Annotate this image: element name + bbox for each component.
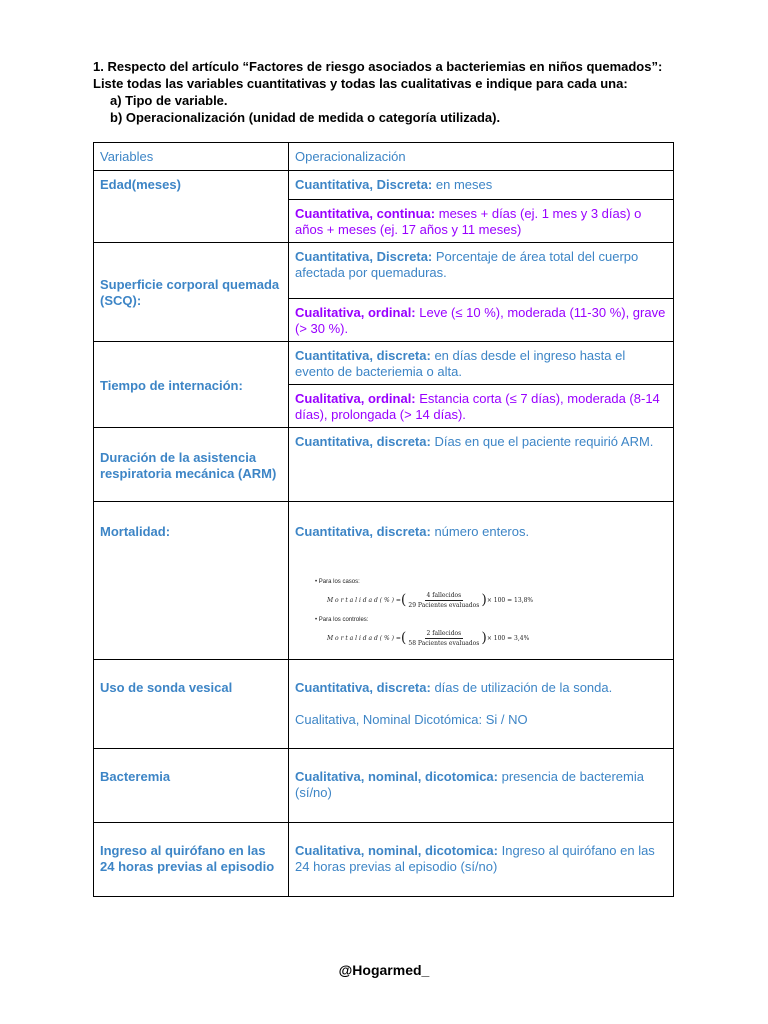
variable-description: Días en que el paciente requirió ARM. bbox=[430, 434, 654, 449]
variable-description: en meses bbox=[432, 177, 493, 192]
header-operacionalizacion: Operacionalización bbox=[289, 143, 674, 171]
variables-table bbox=[93, 142, 674, 897]
operationalization-cell bbox=[289, 385, 674, 428]
variable-description: en días desde el ingreso hasta el evento de bacteriemia o alta. bbox=[295, 348, 626, 379]
variable-description: número enteros. bbox=[430, 524, 530, 539]
variable-description: Leve (≤ 10 %), moderada (11-30 %), grave (> 30 %). bbox=[295, 305, 666, 336]
table-row bbox=[94, 749, 674, 823]
table-row bbox=[94, 342, 674, 385]
variable-type: Cuantitativa, continua: bbox=[295, 206, 436, 221]
variable-cell: Uso de sonda vesical bbox=[94, 660, 289, 749]
table-row bbox=[94, 502, 674, 660]
formula-cases-equation: M o r t a l i d a d ( % ) = ( $\frac{\text{4 fallecidos}}{\text{29 Pacientes evaluados}}$ ) × 100 = 13,8% bbox=[327, 592, 534, 609]
question-block bbox=[93, 58, 693, 126]
operationalization-cell bbox=[289, 171, 674, 200]
variable-description: presencia de bacteremia (sí/no) bbox=[295, 769, 644, 800]
operationalization-cell bbox=[289, 299, 674, 342]
operationalization-cell bbox=[289, 502, 674, 660]
variable-description: meses + días (ej. 1 mes y 3 días) o años + meses (ej. 17 años y 11 meses) bbox=[295, 206, 642, 237]
table-row bbox=[94, 823, 674, 897]
header-variables: Variables bbox=[94, 143, 289, 171]
variable-type: Cuantitativa, discreta: bbox=[295, 348, 431, 363]
question-line-1: 1. Respecto del artículo “Factores de riesgo asociados a bacteriemias en niños quemados”: bbox=[93, 59, 663, 74]
table-row bbox=[94, 428, 674, 502]
variable-cell: Duración de la asistencia respiratoria mecánica (ARM) bbox=[94, 428, 289, 502]
operationalization-cell bbox=[289, 660, 674, 749]
variable-type: Cuantitativa, Discreta: bbox=[295, 249, 433, 264]
variable-cell: Ingreso al quirófano en las 24 horas previas al episodio bbox=[94, 823, 289, 897]
table-row bbox=[94, 660, 674, 749]
question-item-a: a) Tipo de variable. bbox=[110, 93, 228, 108]
table-row bbox=[94, 243, 674, 299]
variable-type: Cualitativa, nominal, dicotomica: bbox=[295, 843, 498, 858]
variable-type: Cualitativa, ordinal: bbox=[295, 305, 416, 320]
variable-cell: Bacteremia bbox=[94, 749, 289, 823]
formula-controls-equation: M o r t a l i d a d ( % ) = ( $\frac{\text{2 fallecidos}}{\text{58 Pacientes evaluados}}$ ) × 100 = 3,4% bbox=[327, 630, 530, 647]
variable-cell: Edad(meses) bbox=[94, 171, 289, 243]
operationalization-cell bbox=[289, 823, 674, 897]
footer-handle: @Hogarmed_ bbox=[338, 962, 430, 978]
variable-type: Cualitativa, nominal, dicotomica: bbox=[295, 769, 498, 784]
variable-extra: Cualitativa, Nominal Dicotómica: Si / NO bbox=[295, 712, 528, 727]
operationalization-cell bbox=[289, 428, 674, 502]
operationalization-cell bbox=[289, 749, 674, 823]
operationalization-cell bbox=[289, 200, 674, 243]
variable-description: Estancia corta (≤ 7 días), moderada (8-14 días), prolongada (> 14 días). bbox=[295, 391, 660, 422]
variable-type: Cuantitativa, Discreta: bbox=[295, 177, 433, 192]
formula-cases-label: • Para los casos: bbox=[315, 579, 360, 585]
formula-controls-label: • Para los controles: bbox=[315, 617, 369, 623]
operationalization-cell bbox=[289, 243, 674, 299]
mortality-formula bbox=[315, 578, 667, 648]
question-item-b: b) Operacionalización (unidad de medida o categoría utilizada). bbox=[110, 110, 501, 125]
variable-type: Cuantitativa, discreta: bbox=[295, 524, 431, 539]
variable-cell: Superficie corporal quemada (SCQ): bbox=[94, 243, 289, 342]
variable-cell: Tiempo de internación: bbox=[94, 342, 289, 428]
table-header-row bbox=[94, 143, 674, 171]
variable-cell: Mortalidad: bbox=[94, 502, 289, 660]
question-line-2: Liste todas las variables cuantitativas y todas las cualitativas e indique para cada una: bbox=[93, 76, 628, 91]
variable-description: Ingreso al quirófano en las 24 horas previas al episodio (sí/no) bbox=[295, 843, 655, 874]
variable-description: días de utilización de la sonda. bbox=[430, 680, 613, 695]
variable-type: Cuantitativa, discreta: bbox=[295, 680, 431, 695]
variable-type: Cuantitativa, discreta: bbox=[295, 434, 431, 449]
table-row bbox=[94, 171, 674, 200]
operationalization-cell bbox=[289, 342, 674, 385]
variable-description: Porcentaje de área total del cuerpo afectada por quemaduras. bbox=[295, 249, 639, 280]
variable-type: Cualitativa, ordinal: bbox=[295, 391, 416, 406]
